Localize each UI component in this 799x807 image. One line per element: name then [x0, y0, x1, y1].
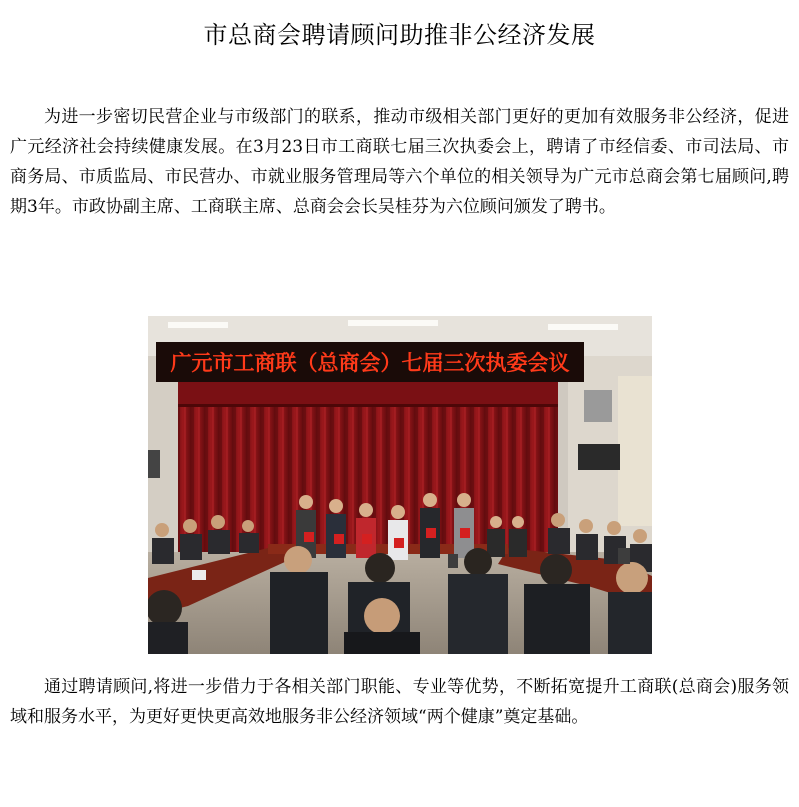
article-paragraph-1: 为进一步密切民营企业与市级部门的联系，推动市级相关部门更好的更加有效服务非公经济，促进广元经济社会持续健康发展。在3月23日市工商联七届三次执委会上，聘请了市经信委、市司法局、市商务局、市质监局、市民营办、市就业服务管理局等六个单位的相关领导为广元市总商会第七届顾问,聘期3年。市政协副主席、工商联主席、总商会会长吴桂芬为六位顾问颁发了聘书。: [10, 107, 789, 217]
article-title: 市总商会聘请顾问助推非公经济发展: [203, 21, 596, 49]
meeting-photo-illustration: [148, 316, 652, 654]
news-photo: [148, 316, 652, 654]
banner-text: 广元市工商联（总商会）七届三次执委会议: [170, 350, 570, 375]
article-paragraph-2: 通过聘请顾问,将进一步借力于各相关部门职能、专业等优势，不断拓宽提升工商联(总商会)服务领域和服务水平，为更好更快更高效地服务非公经济领域“两个健康”奠定基础。: [10, 677, 789, 727]
